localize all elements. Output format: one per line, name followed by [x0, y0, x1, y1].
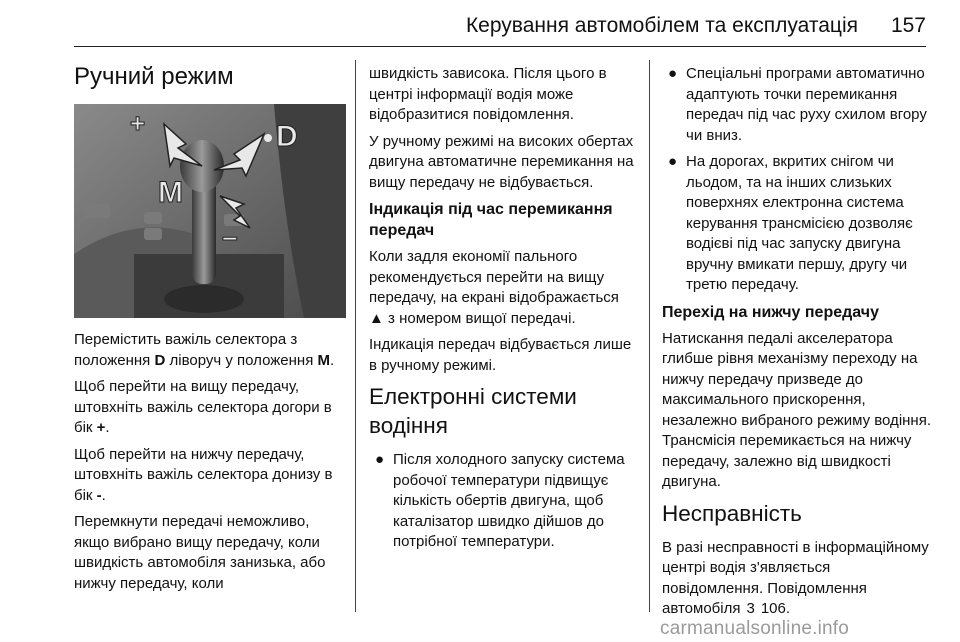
column-divider: [649, 60, 650, 612]
text-run: ліворуч у положення: [165, 351, 318, 369]
position-m-label: M: [317, 351, 330, 369]
column-divider: [355, 60, 356, 612]
page-reference-number[interactable]: 106.: [756, 600, 791, 617]
column-3: [662, 64, 934, 626]
column-1: [74, 62, 346, 600]
text-run: з номером вищої передачі.: [383, 309, 576, 327]
gear-selector-illustration: [74, 104, 346, 318]
paragraph: [662, 538, 934, 620]
label-minus: –: [222, 221, 238, 252]
section-heading-electronic-systems: Електронні системи водіння: [369, 384, 577, 438]
text-run: .: [101, 486, 106, 504]
bullet-list: [369, 450, 637, 553]
list-item-text: Після холодного запуску система робочої температури підвищує кількість обертів двигуна, щоб каталізатор швидко дійшов до потрібної температури.: [393, 451, 625, 550]
list-item: [662, 64, 934, 146]
text-run: Щоб перейти на нижчу передачу, штовхніть важіль селектора донизу в бік: [74, 445, 333, 504]
watermark: carmanualsonline.info: [660, 618, 850, 639]
paragraph: Натискання педалі акселератора глибше рівня механізму переходу на нижчу передачу призведе до максимального прискорення, незалежно вибраного режиму водіння. Трансмісія перемикається на нижчу передачу, залежно від швидкості двигуна.: [662, 329, 932, 490]
page-number: 157: [890, 14, 926, 37]
position-d-label: D: [154, 351, 166, 369]
plus-symbol: +: [96, 419, 106, 436]
text-run: Перемістить важіль селектора з положення: [74, 331, 298, 369]
paragraph: швидкість зависока. Після цього в центрі інформації водія може відобразитися повідомлення.: [369, 65, 607, 123]
upshift-triangle-icon: ▲: [369, 309, 384, 327]
list-item-text: Спеціальні програми автоматично адаптують точки перемикання передач під час руху схилом вгору чи вниз.: [686, 65, 927, 144]
section-heading-manual-mode: Ручний режим: [74, 63, 234, 90]
text-run: Щоб перейти на вищу передачу, штовхніть важіль селектора догори в бік: [74, 378, 332, 436]
gear-selector-figure: [74, 104, 346, 318]
paragraph: [74, 377, 346, 439]
list-item: [662, 152, 934, 296]
label-m: M: [158, 176, 183, 209]
text-run: В разі несправності в інформаційному центрі водія з'являється повідомлення. Повідомлення автомобіля: [662, 538, 929, 617]
label-plus: +: [130, 108, 146, 138]
header-rule: [74, 46, 926, 47]
subheading-downshift: Перехід на нижчу передачу: [662, 303, 879, 321]
paragraph: [74, 445, 346, 507]
page-reference-icon[interactable]: 3: [746, 600, 755, 617]
paragraph: У ручному режимі на високих обертах двигуна автоматичне перемикання на вищу передачу не відбувається.: [369, 132, 634, 191]
paragraph: [74, 330, 346, 371]
bullet-list: [662, 64, 934, 296]
minus-symbol: -: [96, 486, 102, 504]
bullet-icon: ●: [375, 451, 385, 468]
text-run: Коли задля економії пального рекомендується перейти на вищу передачу, на екрані відображається: [369, 248, 619, 306]
column-2: [369, 64, 637, 559]
paragraph: [369, 247, 637, 329]
paragraph: Індикація передач відбувається лише в ручному режимі.: [369, 336, 632, 374]
subheading-shift-indication: Індикація під час перемикання передач: [369, 201, 613, 239]
section-heading-fault: Несправність: [662, 500, 802, 526]
list-item: [369, 450, 637, 553]
label-d: D: [276, 120, 298, 153]
paragraph: Перемкнути передачі неможливо, якщо вибрано вищу передачу, коли швидкість автомобіля занизька, або нижчу передачу, коли: [74, 513, 326, 592]
text-run: .: [105, 419, 110, 436]
bullet-icon: ●: [668, 65, 678, 82]
bullet-icon: ●: [668, 153, 678, 170]
page-header: [74, 0, 926, 50]
text-run: .: [330, 351, 335, 369]
header-title: Керування автомобілем та експлуатація: [465, 14, 858, 37]
list-item-text: На дорогах, вкритих снігом чи льодом, та на інших слизьких поверхнях електронна система керування трансмісією дозволяє водієві під час запуску двигуна вручну вмикати першу, другу чи третю передачу.: [686, 153, 913, 293]
